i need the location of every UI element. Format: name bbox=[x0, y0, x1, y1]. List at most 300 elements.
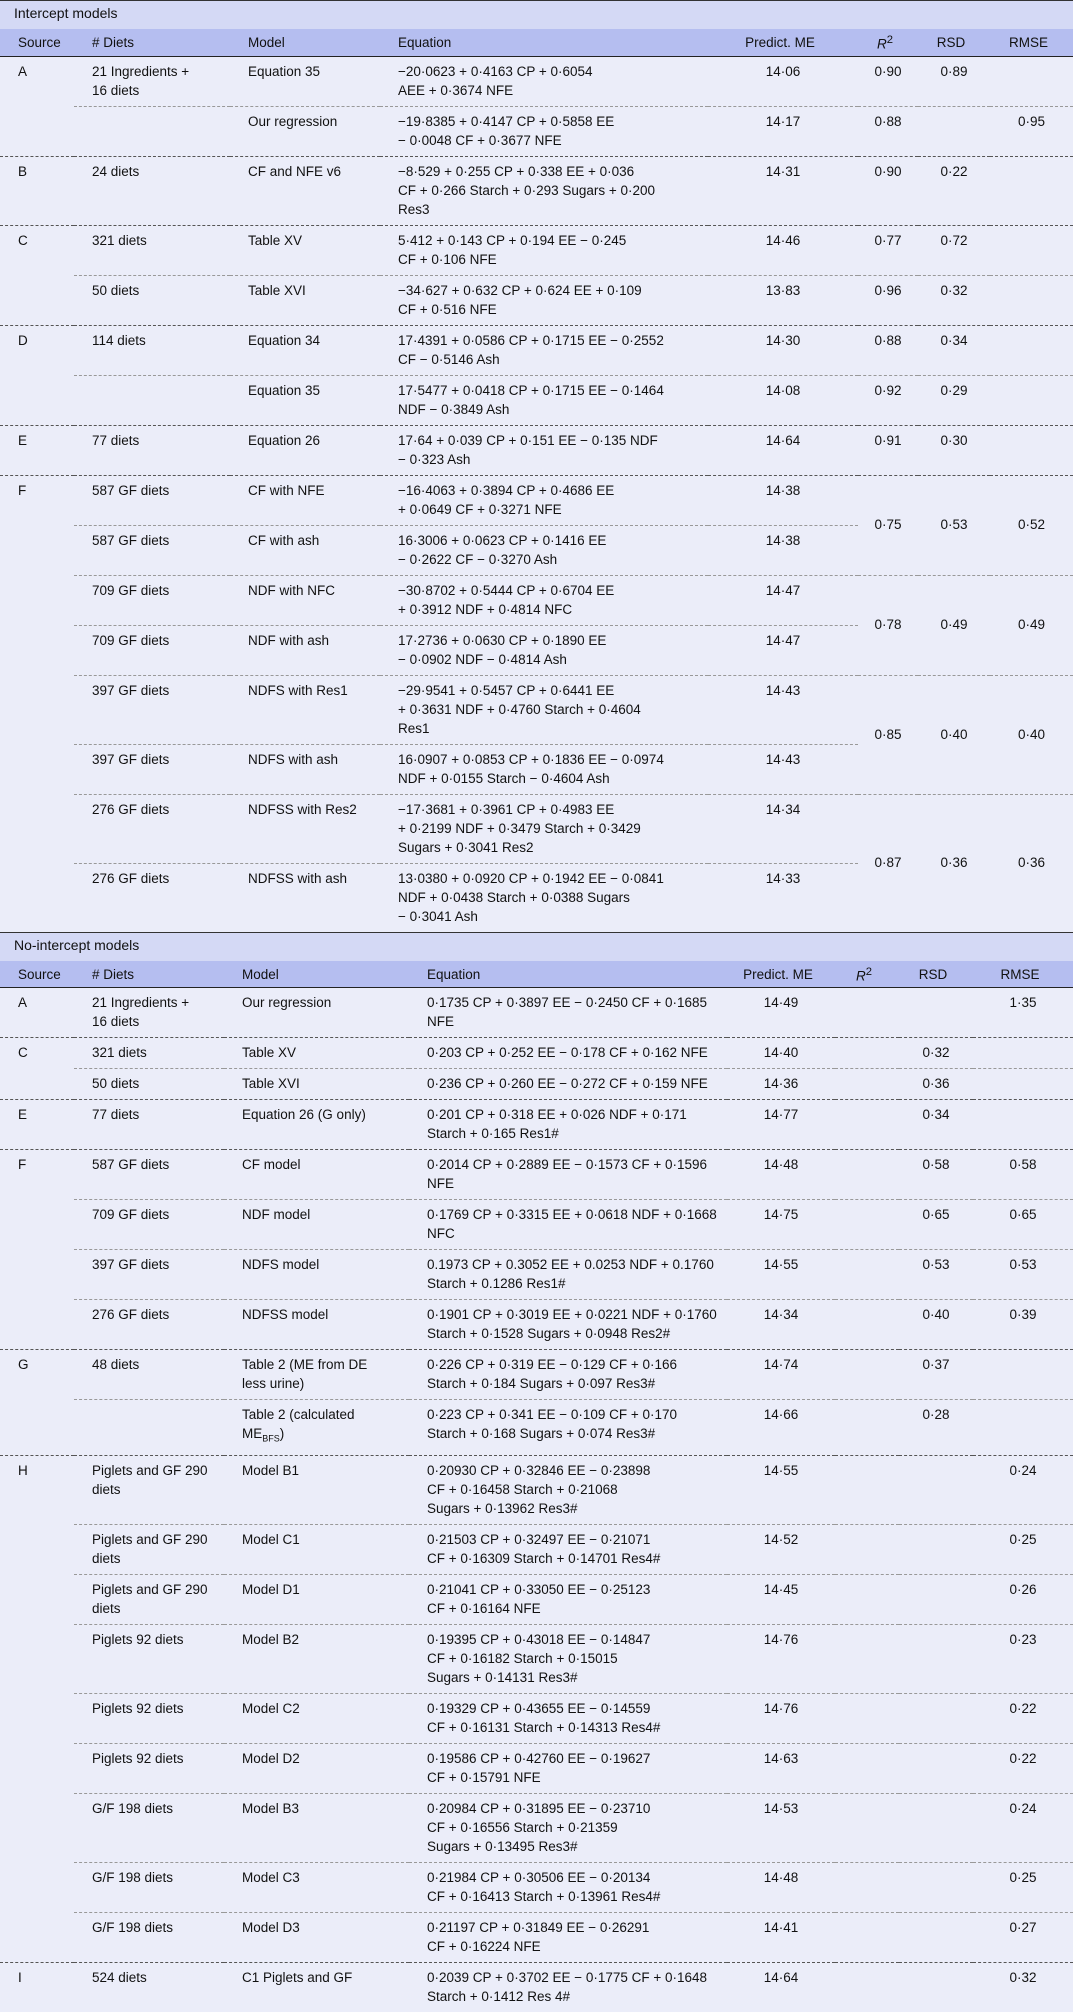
predict-me-cell: 14·40 bbox=[727, 1038, 835, 1069]
nointercept-row bbox=[0, 1693, 1073, 1743]
r2-cell bbox=[835, 1455, 899, 1524]
model-cell: Model B3 bbox=[224, 1793, 409, 1862]
rsd-cell: 0·58 bbox=[899, 1150, 973, 1200]
predict-me-cell: 14·55 bbox=[727, 1250, 835, 1300]
model-cell: CF model bbox=[224, 1150, 409, 1200]
equation-cell: 0·19586 CP + 0·42760 EE − 0·19627 CF + 0·15791 NFE bbox=[409, 1743, 727, 1793]
intercept-source-cell: C bbox=[0, 225, 74, 325]
r2-cell bbox=[835, 1100, 899, 1150]
equation-cell: 0·1901 CP + 0·3019 EE + 0·0221 NDF + 0·1760 Starch + 0·1528 Sugars + 0·0948 Res2# bbox=[409, 1300, 727, 1350]
r2-cell: 0·91 bbox=[858, 425, 918, 475]
intercept-source-cell: F bbox=[0, 475, 74, 932]
predict-me-cell: 14·63 bbox=[727, 1743, 835, 1793]
nointercept-source-cell: G bbox=[0, 1350, 74, 1456]
r2-cell bbox=[835, 1300, 899, 1350]
nointercept-row bbox=[0, 1069, 1073, 1100]
diets-cell: 321 diets bbox=[74, 1038, 224, 1069]
rmse-cell: 0·22 bbox=[973, 1743, 1073, 1793]
equation-cell: 5·412 + 0·143 CP + 0·194 EE − 0·245 CF + 0·106 NFE bbox=[380, 225, 708, 275]
nointercept-row bbox=[0, 1250, 1073, 1300]
diets-cell: 114 diets bbox=[74, 325, 230, 375]
r2-cell: 0·85 bbox=[858, 675, 918, 794]
nointercept-source-cell: F bbox=[0, 1150, 74, 1350]
r2-cell bbox=[835, 1962, 899, 2012]
nointercept-row bbox=[0, 1400, 1073, 1456]
predict-me-cell: 13·83 bbox=[708, 275, 858, 325]
rsd-cell: 0·32 bbox=[899, 1038, 973, 1069]
predict-me-cell: 14·36 bbox=[727, 1069, 835, 1100]
r2-cell bbox=[835, 1250, 899, 1300]
predict-me-cell: 14·48 bbox=[727, 1150, 835, 1200]
rmse-cell bbox=[973, 1069, 1073, 1100]
rmse-cell: 0·49 bbox=[990, 575, 1073, 675]
model-cell: Table XV bbox=[224, 1038, 409, 1069]
rmse-cell bbox=[990, 225, 1073, 275]
diets-cell: Piglets and GF 290 diets bbox=[74, 1455, 224, 1524]
predict-me-cell: 14·47 bbox=[708, 575, 858, 625]
rsd-cell bbox=[899, 1574, 973, 1624]
rmse-cell bbox=[973, 1400, 1073, 1456]
rsd-cell: 0·34 bbox=[918, 325, 990, 375]
r2-cell bbox=[835, 1743, 899, 1793]
rsd-cell: 0·40 bbox=[918, 675, 990, 794]
rmse-cell bbox=[973, 1100, 1073, 1150]
intercept-header-1: # Diets bbox=[74, 29, 230, 56]
nointercept-source-cell: H bbox=[0, 1455, 74, 1962]
rmse-cell: 0·40 bbox=[990, 675, 1073, 794]
diets-cell: 397 GF diets bbox=[74, 744, 230, 794]
intercept-row bbox=[0, 425, 1073, 475]
model-cell: NDFSS model bbox=[224, 1300, 409, 1350]
intercept-row bbox=[0, 475, 1073, 525]
rmse-cell: 0·25 bbox=[973, 1862, 1073, 1912]
model-cell: Table XV bbox=[230, 225, 380, 275]
diets-cell: 587 GF diets bbox=[74, 475, 230, 525]
intercept-section bbox=[0, 0, 1073, 932]
equation-cell: 16·0907 + 0·0853 CP + 0·1836 EE − 0·0974 NDF + 0·0155 Starch − 0·4604 Ash bbox=[380, 744, 708, 794]
rmse-cell: 0·22 bbox=[973, 1693, 1073, 1743]
model-cell: Table XVI bbox=[224, 1069, 409, 1100]
rsd-cell: 0·37 bbox=[899, 1350, 973, 1400]
predict-me-cell: 14·49 bbox=[763, 995, 799, 1010]
nointercept-row bbox=[0, 1743, 1073, 1793]
equation-cell: 0.1973 CP + 0.3052 EE + 0.0253 NDF + 0.1760 Starch + 0.1286 Res1# bbox=[409, 1250, 727, 1300]
nointercept-table bbox=[0, 961, 1073, 2012]
predict-me-cell: 14·38 bbox=[708, 525, 858, 575]
r2-cell: 0·90 bbox=[858, 156, 918, 225]
r2-cell bbox=[835, 1624, 899, 1693]
rmse-cell: 0·95 bbox=[990, 106, 1073, 156]
rsd-cell: 0·53 bbox=[918, 475, 990, 575]
rmse-cell bbox=[990, 56, 1073, 106]
diets-cell bbox=[74, 1400, 224, 1456]
rsd-cell bbox=[918, 106, 990, 156]
nointercept-header-3: Equation bbox=[409, 961, 727, 988]
model-cell: NDF model bbox=[224, 1200, 409, 1250]
intercept-row bbox=[0, 106, 1073, 156]
equation-cell: 0·19395 CP + 0·43018 EE − 0·14847 CF + 0·16182 Starch + 0·15015 Sugars + 0·14131 Res3# bbox=[409, 1624, 727, 1693]
rsd-cell bbox=[899, 1962, 973, 2012]
model-cell: NDFS with ash bbox=[230, 744, 380, 794]
predict-me-cell: 14·76 bbox=[727, 1693, 835, 1743]
predict-me-cell: 14·43 bbox=[708, 744, 858, 794]
nointercept-row bbox=[0, 1150, 1073, 1200]
equation-cell: 0·20930 CP + 0·32846 EE − 0·23898 CF + 0·16458 Starch + 0·21068 Sugars + 0·13962 Res3# bbox=[409, 1455, 727, 1524]
intercept-header-2: Model bbox=[230, 29, 380, 56]
equation-cell: −30·8702 + 0·5444 CP + 0·6704 EE + 0·3912 NDF + 0·4814 NFC bbox=[380, 575, 708, 625]
diets-cell: 77 diets bbox=[74, 1100, 224, 1150]
r2-cell bbox=[835, 1862, 899, 1912]
rmse-cell: 0·27 bbox=[973, 1912, 1073, 1962]
nointercept-row bbox=[0, 1862, 1073, 1912]
model-cell: CF with ash bbox=[230, 525, 380, 575]
intercept-header-3: Equation bbox=[380, 29, 708, 56]
rsd-cell bbox=[899, 1455, 973, 1524]
rmse-cell bbox=[990, 325, 1073, 375]
model-cell: Model C3 bbox=[224, 1862, 409, 1912]
intercept-row bbox=[0, 225, 1073, 275]
predict-me-cell: 14·41 bbox=[727, 1912, 835, 1962]
nointercept-row bbox=[0, 1624, 1073, 1693]
rmse-cell: 0·65 bbox=[973, 1200, 1073, 1250]
equation-cell: −17·3681 + 0·3961 CP + 0·4983 EE + 0·2199 NDF + 0·3479 Starch + 0·3429 Sugars + 0·3041 Res2 bbox=[380, 794, 708, 863]
r2-cell: 0·77 bbox=[858, 225, 918, 275]
intercept-row bbox=[0, 375, 1073, 425]
model-cell: Model C1 bbox=[224, 1524, 409, 1574]
intercept-header-row bbox=[0, 29, 1073, 56]
rsd-cell: 0·36 bbox=[918, 794, 990, 932]
diets-cell: 50 diets bbox=[74, 275, 230, 325]
diets-cell: 709 GF diets bbox=[74, 575, 230, 625]
model-cell: Table 2 (ME from DE less urine) bbox=[224, 1350, 409, 1400]
model-cell: Equation 35 bbox=[248, 63, 321, 79]
r2-cell: 0·87 bbox=[858, 794, 918, 932]
intercept-row bbox=[0, 56, 1073, 106]
predict-me-cell: 14·74 bbox=[727, 1350, 835, 1400]
equation-cell: −20·0623 + 0·4163 CP + 0·6054 AEE + 0·3674 NFE bbox=[398, 63, 593, 98]
nointercept-source-cell: C bbox=[0, 1038, 74, 1100]
r2-cell: 0·88 bbox=[858, 325, 918, 375]
predict-me-cell: 14·77 bbox=[727, 1100, 835, 1150]
diets-cell: G/F 198 diets bbox=[74, 1912, 224, 1962]
equation-cell: 0·226 CP + 0·319 EE − 0·129 CF + 0·166 Starch + 0·184 Sugars + 0·097 Res3# bbox=[409, 1350, 727, 1400]
diets-cell: Piglets and GF 290 diets bbox=[74, 1524, 224, 1574]
rmse-cell: 0·58 bbox=[973, 1150, 1073, 1200]
equation-cell: 0·20984 CP + 0·31895 EE − 0·23710 CF + 0·16556 Starch + 0·21359 Sugars + 0·13495 Res3# bbox=[409, 1793, 727, 1862]
intercept-source-cell: A bbox=[18, 63, 28, 79]
predict-me-cell: 14·64 bbox=[708, 425, 858, 475]
predict-me-cell: 14·43 bbox=[708, 675, 858, 744]
diets-cell: 709 GF diets bbox=[74, 1200, 224, 1250]
model-cell: NDF with NFC bbox=[230, 575, 380, 625]
rmse-cell: 0·25 bbox=[973, 1524, 1073, 1574]
rsd-cell bbox=[899, 1862, 973, 1912]
intercept-header-5: $R^2$ bbox=[858, 29, 918, 56]
nointercept-header-7: RMSE bbox=[973, 961, 1073, 988]
diets-cell: Piglets and GF 290 diets bbox=[74, 1574, 224, 1624]
diets-cell: 21 Ingredients + 16 diets bbox=[92, 63, 190, 98]
predict-me-cell: 14·66 bbox=[727, 1400, 835, 1456]
nointercept-header-2: Model bbox=[224, 961, 409, 988]
rmse-cell: 0·52 bbox=[990, 475, 1073, 575]
equation-cell: −16·4063 + 0·3894 CP + 0·4686 EE + 0·0649 CF + 0·3271 NFE bbox=[380, 475, 708, 525]
r2-cell bbox=[835, 1574, 899, 1624]
rsd-cell bbox=[899, 1524, 973, 1574]
equation-cell: 0·1769 CP + 0·3315 EE + 0·0618 NDF + 0·1668 NFC bbox=[409, 1200, 727, 1250]
nointercept-row bbox=[0, 1524, 1073, 1574]
rmse-cell: 0·24 bbox=[973, 1793, 1073, 1862]
nointercept-row bbox=[0, 1300, 1073, 1350]
predict-me-cell: 14·08 bbox=[708, 375, 858, 425]
rsd-cell bbox=[899, 1743, 973, 1793]
model-cell: CF with NFE bbox=[230, 475, 380, 525]
nointercept-row bbox=[0, 1350, 1073, 1400]
diets-cell: 21 Ingredients + 16 diets bbox=[92, 995, 190, 1029]
model-cell: NDFSS with Res2 bbox=[230, 794, 380, 863]
nointercept-header-4: Predict. ME bbox=[727, 961, 835, 988]
equation-cell: −34·627 + 0·632 CP + 0·624 EE + 0·109 CF + 0·516 NFE bbox=[380, 275, 708, 325]
r2-cell: 0·90 bbox=[874, 63, 902, 79]
r2-cell: 0·92 bbox=[858, 375, 918, 425]
nointercept-row bbox=[0, 988, 1073, 1038]
diets-cell: 77 diets bbox=[74, 425, 230, 475]
model-cell: NDF with ash bbox=[230, 625, 380, 675]
intercept-row bbox=[0, 575, 1073, 625]
model-cell: NDFS with Res1 bbox=[230, 675, 380, 744]
rmse-cell bbox=[973, 1350, 1073, 1400]
intercept-source-cell: B bbox=[0, 156, 74, 225]
model-cell: Equation 34 bbox=[230, 325, 380, 375]
equation-cell: −29·9541 + 0·5457 CP + 0·6441 EE + 0·3631 NDF + 0·4760 Starch + 0·4604 Res1 bbox=[380, 675, 708, 744]
rsd-cell: 0·36 bbox=[899, 1069, 973, 1100]
diets-cell bbox=[74, 106, 230, 156]
diets-cell: Piglets 92 diets bbox=[74, 1693, 224, 1743]
equation-cell: 0·21984 CP + 0·30506 EE − 0·20134 CF + 0·16413 Starch + 0·13961 Res4# bbox=[409, 1862, 727, 1912]
predict-me-cell: 14·52 bbox=[727, 1524, 835, 1574]
diets-cell: 276 GF diets bbox=[74, 794, 230, 863]
intercept-source-cell: D bbox=[0, 325, 74, 425]
predict-me-cell: 14·75 bbox=[727, 1200, 835, 1250]
diets-cell: 524 diets bbox=[74, 1962, 224, 2012]
diets-cell: 397 GF diets bbox=[74, 675, 230, 744]
model-cell: Model D3 bbox=[224, 1912, 409, 1962]
nointercept-header-row bbox=[0, 961, 1073, 988]
rmse-cell bbox=[990, 156, 1073, 225]
equation-cell: 0·21041 CP + 0·33050 EE − 0·25123 CF + 0·16164 NFE bbox=[409, 1574, 727, 1624]
rsd-cell bbox=[899, 1912, 973, 1962]
nointercept-header-5: $R^2$ bbox=[835, 961, 899, 988]
diets-cell: 587 GF diets bbox=[74, 1150, 224, 1200]
model-cell: Our regression bbox=[230, 106, 380, 156]
rsd-cell bbox=[899, 1793, 973, 1862]
equation-cell: 0·201 CP + 0·318 EE + 0·026 NDF + 0·171 Starch + 0·165 Res1# bbox=[409, 1100, 727, 1150]
predict-me-cell: 14·45 bbox=[727, 1574, 835, 1624]
diets-cell: 24 diets bbox=[74, 156, 230, 225]
rmse-cell: 1·35 bbox=[1009, 995, 1037, 1010]
r2-cell bbox=[835, 1038, 899, 1069]
nointercept-section bbox=[0, 932, 1073, 2012]
section-title-intercept: Intercept models bbox=[0, 0, 1073, 29]
r2-cell: 0·78 bbox=[858, 575, 918, 675]
nointercept-header-6: RSD bbox=[899, 961, 973, 988]
equation-cell: 0·236 CP + 0·260 EE − 0·272 CF + 0·159 NFE bbox=[409, 1069, 727, 1100]
predict-me-cell: 14·31 bbox=[708, 156, 858, 225]
rsd-cell: 0·72 bbox=[918, 225, 990, 275]
model-cell: Our regression bbox=[242, 995, 332, 1010]
intercept-source-cell: E bbox=[0, 425, 74, 475]
intercept-row bbox=[0, 794, 1073, 863]
equation-cell: 17·2736 + 0·0630 CP + 0·1890 EE − 0·0902 NDF − 0·4814 Ash bbox=[380, 625, 708, 675]
equation-cell: 0·2039 CP + 0·3702 EE − 0·1775 CF + 0·1648 Starch + 0·1412 Res 4# bbox=[409, 1962, 727, 2012]
predict-me-cell: 14·34 bbox=[727, 1300, 835, 1350]
r2-cell bbox=[835, 1912, 899, 1962]
nointercept-row bbox=[0, 1100, 1073, 1150]
predict-me-cell: 14·64 bbox=[727, 1962, 835, 2012]
rmse-cell bbox=[990, 425, 1073, 475]
model-subscript: BFS bbox=[262, 1433, 280, 1444]
model-cell: Model B2 bbox=[224, 1624, 409, 1693]
equation-cell: 0·223 CP + 0·341 EE − 0·109 CF + 0·170 Starch + 0·168 Sugars + 0·074 Res3# bbox=[409, 1400, 727, 1456]
nointercept-row bbox=[0, 1038, 1073, 1069]
rsd-cell: 0·49 bbox=[918, 575, 990, 675]
diets-cell: Piglets 92 diets bbox=[74, 1624, 224, 1693]
nointercept-row bbox=[0, 1574, 1073, 1624]
model-cell: C1 Piglets and GF bbox=[224, 1962, 409, 2012]
diets-cell: 276 GF diets bbox=[74, 863, 230, 932]
nointercept-row bbox=[0, 1200, 1073, 1250]
r2-cell bbox=[835, 1693, 899, 1743]
predict-me-cell: 14·33 bbox=[708, 863, 858, 932]
rmse-cell: 0·39 bbox=[973, 1300, 1073, 1350]
diets-cell: 276 GF diets bbox=[74, 1300, 224, 1350]
nointercept-row bbox=[0, 1912, 1073, 1962]
predict-me-cell: 14·17 bbox=[708, 106, 858, 156]
model-cell: Equation 26 (G only) bbox=[224, 1100, 409, 1150]
r2-cell bbox=[835, 1793, 899, 1862]
r2-cell bbox=[835, 1524, 899, 1574]
nointercept-row bbox=[0, 1793, 1073, 1862]
equation-cell: 16·3006 + 0·0623 CP + 0·1416 EE − 0·2622 CF − 0·3270 Ash bbox=[380, 525, 708, 575]
intercept-header-0: Source bbox=[0, 29, 74, 56]
diets-cell: G/F 198 diets bbox=[74, 1793, 224, 1862]
predict-me-cell: 14·47 bbox=[708, 625, 858, 675]
intercept-row bbox=[0, 675, 1073, 744]
diets-cell: 397 GF diets bbox=[74, 1250, 224, 1300]
model-cell: Model D2 bbox=[224, 1743, 409, 1793]
diets-cell: 587 GF diets bbox=[74, 525, 230, 575]
intercept-row bbox=[0, 325, 1073, 375]
diets-cell: Piglets 92 diets bbox=[74, 1743, 224, 1793]
rmse-cell bbox=[990, 375, 1073, 425]
model-cell: Model B1 bbox=[224, 1455, 409, 1524]
rmse-cell: 0·24 bbox=[973, 1455, 1073, 1524]
rsd-cell: 0·30 bbox=[918, 425, 990, 475]
rsd-cell: 0·34 bbox=[899, 1100, 973, 1150]
rmse-cell: 0·53 bbox=[973, 1250, 1073, 1300]
rsd-cell: 0·29 bbox=[918, 375, 990, 425]
model-cell: CF and NFE v6 bbox=[230, 156, 380, 225]
nointercept-header-0: Source bbox=[0, 961, 74, 988]
predict-me-cell: 14·55 bbox=[727, 1455, 835, 1524]
intercept-header-7: RMSE bbox=[990, 29, 1073, 56]
nointercept-row bbox=[0, 1962, 1073, 2012]
rsd-cell bbox=[899, 1693, 973, 1743]
nointercept-source-cell: I bbox=[0, 1962, 74, 2012]
r2-cell: 0·96 bbox=[858, 275, 918, 325]
r2-cell bbox=[835, 1350, 899, 1400]
diets-cell: 48 diets bbox=[74, 1350, 224, 1400]
model-cell: NDFSS with ash bbox=[230, 863, 380, 932]
r2-cell bbox=[835, 988, 899, 1038]
predict-me-cell: 14·76 bbox=[727, 1624, 835, 1693]
rsd-cell: 0·53 bbox=[899, 1250, 973, 1300]
model-cell: Model C2 bbox=[224, 1693, 409, 1743]
diets-cell: 321 diets bbox=[74, 225, 230, 275]
equation-cell: 0·2014 CP + 0·2889 EE − 0·1573 CF + 0·1596 NFE bbox=[409, 1150, 727, 1200]
rsd-cell: 0·89 bbox=[940, 63, 968, 79]
equation-cell: 13·0380 + 0·0920 CP + 0·1942 EE − 0·0841 NDF + 0·0438 Starch + 0·0388 Sugars − 0·3041 Ash bbox=[380, 863, 708, 932]
rsd-cell: 0·28 bbox=[899, 1400, 973, 1456]
predict-me-cell: 14·38 bbox=[708, 475, 858, 525]
r2-cell: 0·75 bbox=[858, 475, 918, 575]
nointercept-source-cell: E bbox=[0, 1100, 74, 1150]
rsd-cell: 0·40 bbox=[899, 1300, 973, 1350]
equation-cell: 0·21197 CP + 0·31849 EE − 0·26291 CF + 0·16224 NFE bbox=[409, 1912, 727, 1962]
intercept-row bbox=[0, 156, 1073, 225]
model-cell: Table 2 (calculated $ME_{BFS}$) bbox=[224, 1400, 409, 1456]
model-cell: Table XVI bbox=[230, 275, 380, 325]
rmse-cell bbox=[990, 275, 1073, 325]
predict-me-cell: 14·53 bbox=[727, 1793, 835, 1862]
rmse-cell: 0·26 bbox=[973, 1574, 1073, 1624]
equation-cell: 17·4391 + 0·0586 CP + 0·1715 EE − 0·2552 CF − 0·5146 Ash bbox=[380, 325, 708, 375]
rmse-cell bbox=[973, 1038, 1073, 1069]
diets-cell: 709 GF diets bbox=[74, 625, 230, 675]
intercept-header-4: Predict. ME bbox=[708, 29, 858, 56]
intercept-row bbox=[0, 275, 1073, 325]
diets-cell bbox=[74, 375, 230, 425]
model-cell: Model D1 bbox=[224, 1574, 409, 1624]
equation-cell: 17·64 + 0·039 CP + 0·151 EE − 0·135 NDF − 0·323 Ash bbox=[380, 425, 708, 475]
r2-cell: 0·88 bbox=[858, 106, 918, 156]
equation-cell: 0·1735 CP + 0·3897 EE − 0·2450 CF + 0·1685 NFE bbox=[427, 995, 708, 1029]
model-cell: NDFS model bbox=[224, 1250, 409, 1300]
diets-cell: 50 diets bbox=[74, 1069, 224, 1100]
rmse-cell: 0·32 bbox=[973, 1962, 1073, 2012]
intercept-header-6: RSD bbox=[918, 29, 990, 56]
rsd-cell: 0·32 bbox=[918, 275, 990, 325]
predict-me-cell: 14·46 bbox=[708, 225, 858, 275]
r2-cell bbox=[835, 1200, 899, 1250]
rsd-cell bbox=[899, 988, 973, 1038]
diets-cell: G/F 198 diets bbox=[74, 1862, 224, 1912]
r2-cell bbox=[835, 1400, 899, 1456]
nointercept-source-cell: A bbox=[18, 995, 28, 1010]
rmse-cell: 0·36 bbox=[990, 794, 1073, 932]
equation-cell: 17·5477 + 0·0418 CP + 0·1715 EE − 0·1464 NDF − 0·3849 Ash bbox=[380, 375, 708, 425]
predict-me-cell: 14·06 bbox=[765, 63, 801, 79]
equation-cell: 0·203 CP + 0·252 EE − 0·178 CF + 0·162 NFE bbox=[409, 1038, 727, 1069]
section-title-nointercept: No-intercept models bbox=[0, 932, 1073, 961]
rmse-cell: 0·23 bbox=[973, 1624, 1073, 1693]
model-cell: Equation 35 bbox=[230, 375, 380, 425]
rsd-cell: 0·22 bbox=[918, 156, 990, 225]
intercept-table bbox=[0, 29, 1073, 932]
equation-cell: −19·8385 + 0·4147 CP + 0·5858 EE − 0·0048 CF + 0·3677 NFE bbox=[380, 106, 708, 156]
model-cell: Equation 26 bbox=[230, 425, 380, 475]
rsd-cell: 0·65 bbox=[899, 1200, 973, 1250]
nointercept-header-1: # Diets bbox=[74, 961, 224, 988]
